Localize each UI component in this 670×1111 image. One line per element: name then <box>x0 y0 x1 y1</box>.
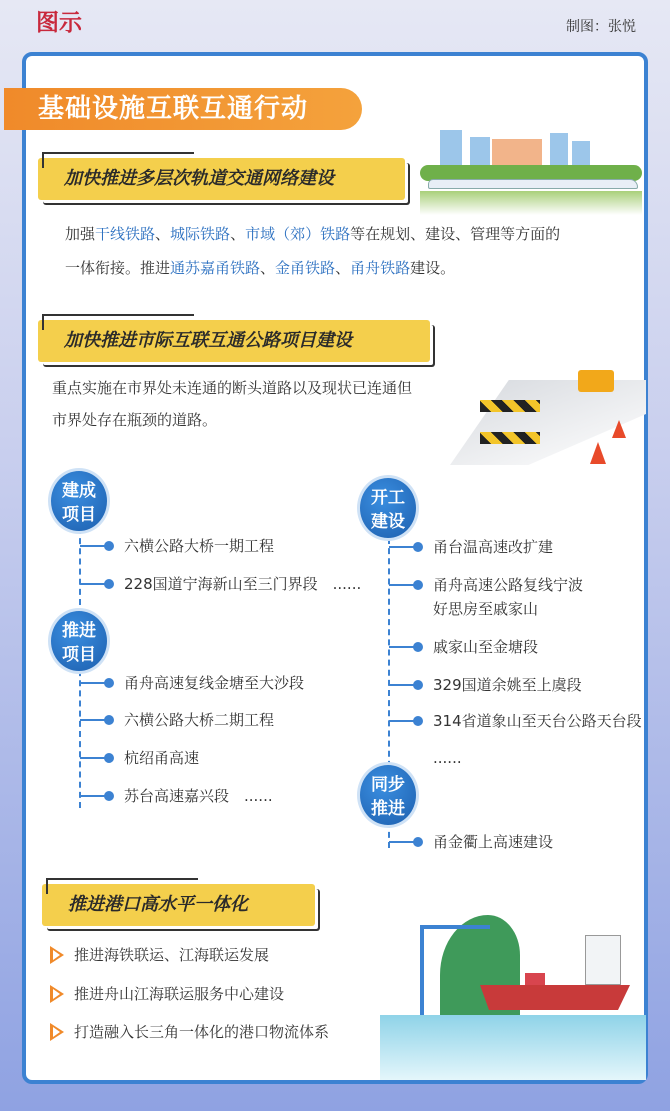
port-bullet: 打造融入长三角一体化的港口物流体系 <box>50 1021 329 1043</box>
highlighted-term: 通苏嘉甬铁路 <box>170 259 261 277</box>
list-item: 苏台高速嘉兴段 ...... <box>80 784 273 808</box>
badge-label: 推进 <box>371 799 405 819</box>
main-banner: 基础设施互联互通行动 <box>4 88 362 130</box>
list-item: 甬台温高速改扩建 <box>389 535 553 559</box>
highlighted-term: 金甬铁路 <box>275 259 336 277</box>
badge-label: 项目 <box>62 645 96 665</box>
group-started-badge <box>357 475 419 541</box>
list-item: 甬舟高速复线金塘至大沙段 <box>80 671 304 695</box>
list-item: 329国道余姚至上虞段 <box>389 673 582 697</box>
text-segment: 等在规划、建设、管理等方面的 <box>350 225 561 243</box>
badge-label: 开工 <box>371 488 405 508</box>
rail-paragraph-line2 <box>65 252 455 285</box>
list-item-continued: 好思房至戚家山 <box>433 600 539 618</box>
list-item: 六横公路大桥一期工程 <box>80 534 274 558</box>
badge-label: 推进 <box>62 621 96 641</box>
section-rail-title: 加快推进多层次轨道交通网络建设 <box>38 158 405 200</box>
list-item: 六横公路大桥二期工程 <box>80 708 274 732</box>
text-segment: 、 <box>230 225 246 243</box>
port-ship-illustration <box>380 895 646 1080</box>
port-bullet: 推进舟山江海联运服务中心建设 <box>50 983 284 1005</box>
group-completed-badge <box>48 468 110 534</box>
list-item: 甬金衢上高速建设 <box>389 830 553 854</box>
list-item: 314省道象山至天台公路天台段 <box>389 709 642 733</box>
badge-label: 建成 <box>62 481 96 501</box>
text-segment: 、 <box>335 259 351 277</box>
list-item: 杭绍甬高速 <box>80 746 199 770</box>
credit: 制图：张悦 <box>566 19 636 35</box>
city-train-illustration <box>420 125 642 220</box>
highlighted-term: 市域（郊）铁路 <box>245 225 351 243</box>
highlighted-term: 干线铁路 <box>95 225 156 243</box>
text-segment: 加强 <box>65 225 96 243</box>
group-sync-badge <box>357 762 419 828</box>
section-tag: 图示 <box>36 10 82 36</box>
list-ellipsis: ...... <box>433 749 462 767</box>
badge-label: 同步 <box>371 775 405 795</box>
badge-label: 项目 <box>62 505 96 525</box>
road-paragraph-line1: 重点实施在市界处未连通的断头道路以及现状已连通但 <box>52 379 413 397</box>
list-item: 戚家山至金塘段 <box>389 635 538 659</box>
highlighted-term: 城际铁路 <box>170 225 231 243</box>
group-advancing-badge <box>48 608 110 674</box>
section-port-title: 推进港口高水平一体化 <box>42 884 315 926</box>
badge-label: 建设 <box>371 512 405 532</box>
text-segment: 一体衔接。推进 <box>65 259 171 277</box>
text-segment: 、 <box>155 225 171 243</box>
text-segment: 建设。 <box>410 259 456 277</box>
port-bullet: 推进海铁联运、江海联运发展 <box>50 944 269 966</box>
highlighted-term: 甬舟铁路 <box>350 259 411 277</box>
text-segment: 、 <box>260 259 276 277</box>
road-construction-illustration <box>450 360 646 465</box>
rail-paragraph-line1 <box>65 218 560 251</box>
list-item: 甬舟高速公路复线宁波 <box>389 573 583 597</box>
road-paragraph-line2: 市界处存在瓶颈的道路。 <box>52 411 218 429</box>
section-road-title: 加快推进市际互联互通公路项目建设 <box>38 320 430 362</box>
list-item: 228国道宁海新山至三门界段 ...... <box>80 572 361 596</box>
